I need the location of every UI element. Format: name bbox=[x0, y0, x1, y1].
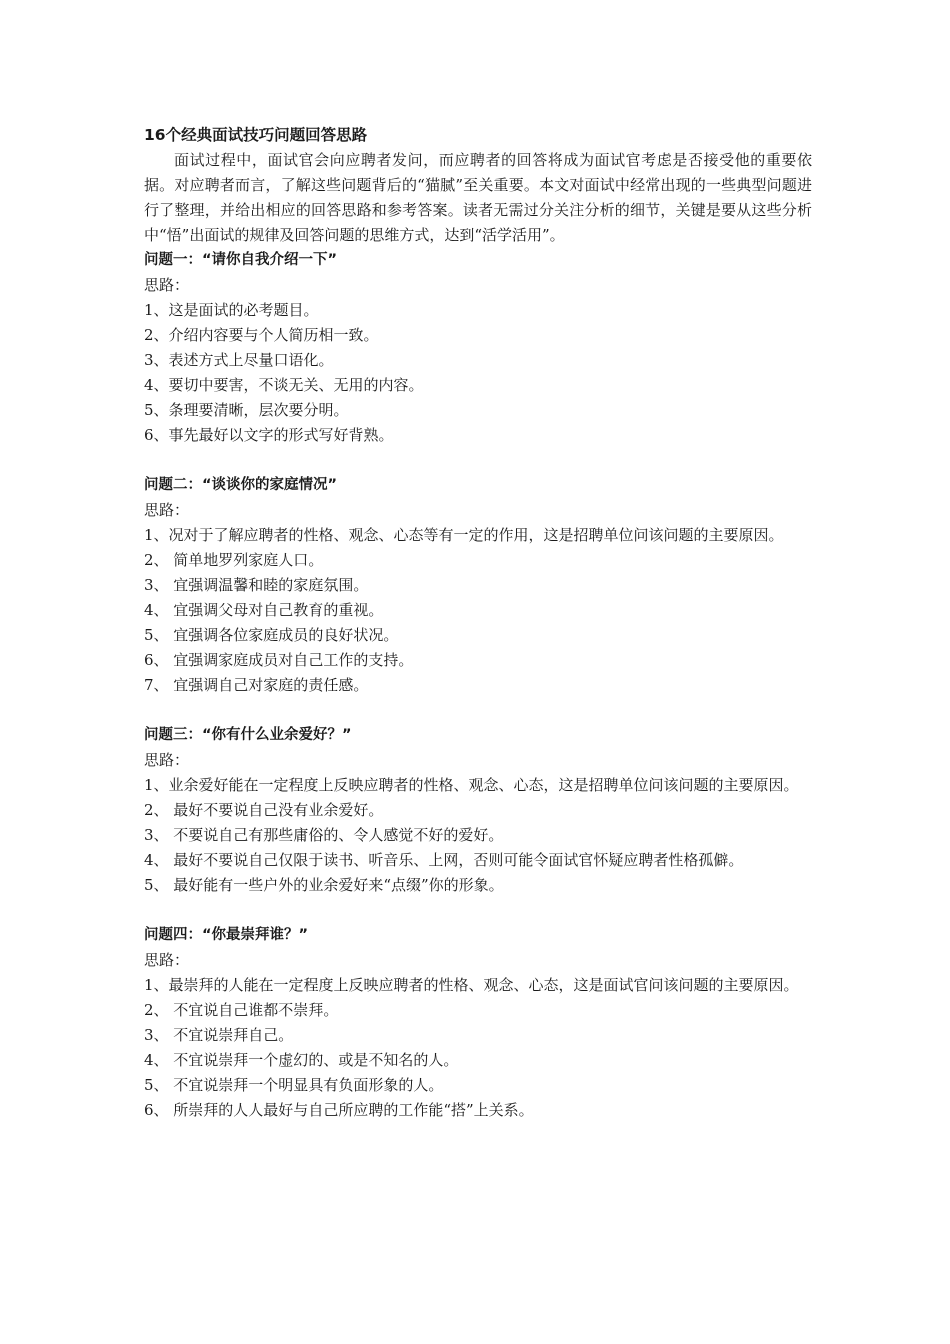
list-item: 6、 宜强调家庭成员对自己工作的支持。 bbox=[144, 651, 414, 669]
list-item: 1、最崇拜的人能在一定程度上反映应聘者的性格、观念、心态，这是面试官问该问题的主要原因。 bbox=[144, 976, 799, 994]
section-heading: 问题一：“请你自我介绍一下” bbox=[144, 252, 338, 268]
section-question-2 bbox=[144, 473, 812, 698]
list-item: 2、 不宜说自己谁都不崇拜。 bbox=[144, 1001, 339, 1019]
approach-label: 思路： bbox=[144, 276, 190, 294]
section-spacer bbox=[144, 898, 812, 923]
list-item: 5、条理要清晰，层次要分明。 bbox=[144, 401, 349, 419]
intro-paragraph: 面试过程中，面试官会向应聘者发问，而应聘者的回答将成为面试官考虑是否接受他的重要依据。对应聘者而言，了解这些问题背后的“猫腻”至关重要。本文对面试中经常出现的一些典型问题进行了整理，并给出相应的回答思路和参考答案。读者无需过分关注分析的细节，关键是要从这些分析中“悟”出面试的规律及回答问题的思维方式，达到“活学活用”。 bbox=[144, 151, 812, 244]
list-item: 4、 不宜说崇拜一个虚幻的、或是不知名的人。 bbox=[144, 1051, 459, 1069]
section-spacer bbox=[144, 698, 812, 723]
section-question-4 bbox=[144, 923, 812, 1123]
document-page bbox=[144, 123, 812, 1123]
list-item: 6、 所崇拜的人人最好与自己所应聘的工作能“搭”上关系。 bbox=[144, 1101, 534, 1119]
approach-label: 思路： bbox=[144, 751, 190, 769]
list-item: 1、这是面试的必考题目。 bbox=[144, 301, 319, 319]
approach-label: 思路： bbox=[144, 501, 190, 519]
list-item: 4、 宜强调父母对自己教育的重视。 bbox=[144, 601, 384, 619]
section-heading: 问题四：“你最崇拜谁？” bbox=[144, 927, 309, 943]
document-title: 16个经典面试技巧问题回答思路 bbox=[144, 126, 368, 144]
list-item: 1、业余爱好能在一定程度上反映应聘者的性格、观念、心态，这是招聘单位问该问题的主要原因。 bbox=[144, 776, 799, 794]
list-item: 3、 不宜说崇拜自己。 bbox=[144, 1026, 294, 1044]
list-item: 4、要切中要害，不谈无关、无用的内容。 bbox=[144, 376, 424, 394]
section-question-3 bbox=[144, 723, 812, 898]
list-item: 2、介绍内容要与个人简历相一致。 bbox=[144, 326, 379, 344]
list-item: 5、 最好能有一些户外的业余爱好来“点缀”你的形象。 bbox=[144, 876, 504, 894]
list-item: 5、 宜强调各位家庭成员的良好状况。 bbox=[144, 626, 399, 644]
section-question-1 bbox=[144, 248, 812, 448]
list-item: 1、况对于了解应聘者的性格、观念、心态等有一定的作用，这是招聘单位问该问题的主要原因。 bbox=[144, 526, 784, 544]
list-item: 2、 最好不要说自己没有业余爱好。 bbox=[144, 801, 384, 819]
list-item: 6、事先最好以文字的形式写好背熟。 bbox=[144, 426, 394, 444]
list-item: 3、 不要说自己有那些庸俗的、令人感觉不好的爱好。 bbox=[144, 826, 504, 844]
section-heading: 问题三：“你有什么业余爱好？” bbox=[144, 727, 352, 743]
list-item: 4、 最好不要说自己仅限于读书、听音乐、上网，否则可能令面试官怀疑应聘者性格孤僻。 bbox=[144, 851, 744, 869]
list-item: 5、 不宜说崇拜一个明显具有负面形象的人。 bbox=[144, 1076, 444, 1094]
list-item: 3、 宜强调温馨和睦的家庭氛围。 bbox=[144, 576, 369, 594]
list-item: 2、 简单地罗列家庭人口。 bbox=[144, 551, 324, 569]
list-item: 3、表述方式上尽量口语化。 bbox=[144, 351, 334, 369]
approach-label: 思路： bbox=[144, 951, 190, 969]
list-item: 7、 宜强调自己对家庭的责任感。 bbox=[144, 676, 369, 694]
section-heading: 问题二：“谈谈你的家庭情况” bbox=[144, 477, 338, 493]
section-spacer bbox=[144, 448, 812, 473]
